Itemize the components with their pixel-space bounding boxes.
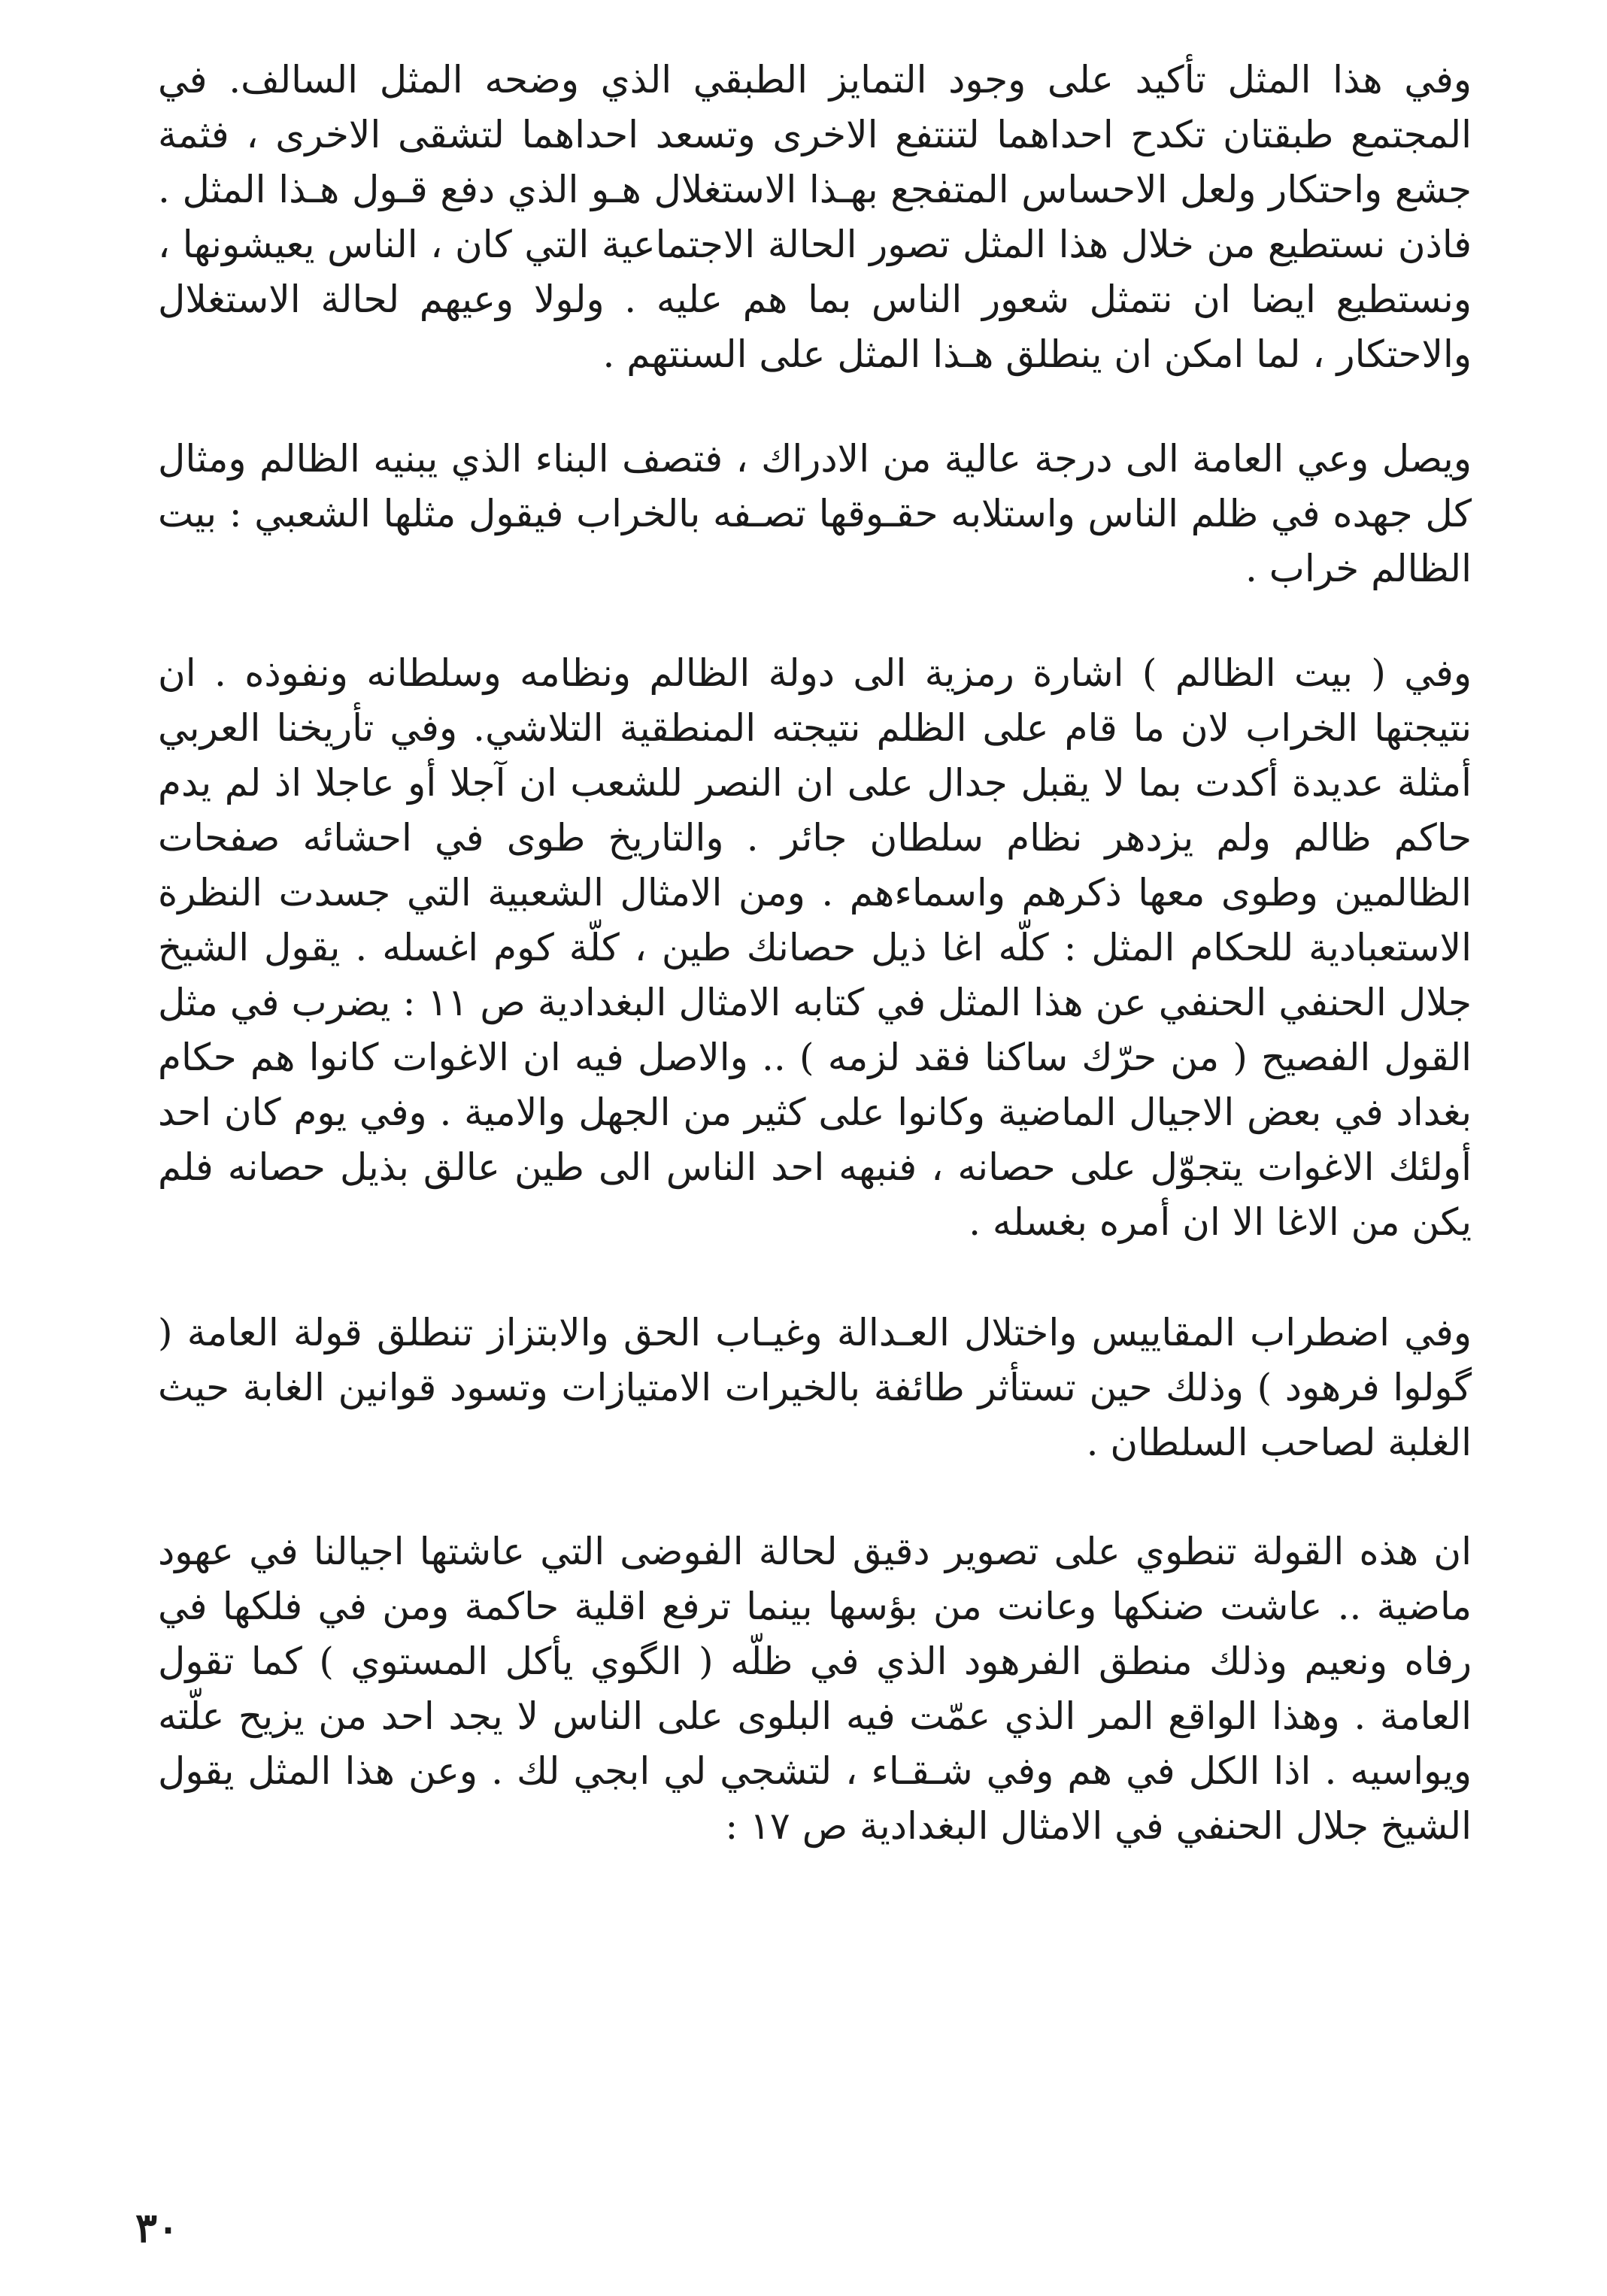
paragraph-2: ويصل وعي العامة الى درجة عالية من الادراك ، فتصف البناء الذي يبنيه الظالم ومثال كل جهده في ظلم الناس واستلابه حقـوقها تصـفه بالخراب فيقول مثلها الشعبي : بيت الظالم خراب . — [158, 437, 1472, 590]
page-number: ٣٠ — [135, 2203, 180, 2252]
paragraph-5: ان هذه القولة تنطوي على تصوير دقيق لحالة الفوضى التي عاشتها اجيالنا في عهود ماضية .. عاشت ضنكها وعانت من بؤسها بينما ترفع اقلية حاكمة ومن في فلكها في رفاه ونعيم وذلك منطق الفرهود الذي في ظلّه ( الگوي يأكل المستوي ) كما تقول العامة . وهذا الواقع المر الذي عمّت فيه البلوى على الناس لا يجد احد من يزيح علّته ويواسيه . اذا الكل في هم وفي شـقـاء ، لتشجي لي ابجي لك . وعن هذا المثل يقول الشيخ جلال الحنفي في الامثال البغدادية ص ١٧ : — [158, 1530, 1472, 1848]
paragraph-4: وفي اضطراب المقاييس واختلال العـدالة وغيـاب الحق والابتزاز تنطلق قولة العامة ( گولوا فرهود ) وذلك حين تستأثر طائفة بالخيرات الامتيازات وتسود قوانين الغابة حيث الغلبة لصاحب السلطان . — [158, 1311, 1472, 1464]
paragraph-1: وفي هذا المثل تأكيد على وجود التمايز الطبقي الذي وضحه المثل السالف. في المجتمع طبقتان تكدح احداهما لتنتفع الاخرى وتسعد احداهما لتشقى الاخرى ، فثمة جشع واحتكار ولعل الاحساس المتفجع بهـذا الاستغلال هـو الذي دفع قـول هـذا المثل . فاذن نستطيع من خلال هذا المثل تصور الحالة الاجتماعية التي كان ، الناس يعيشونها ، ونستطيع ايضا ان نتمثل شعور الناس بما هم عليه . ولولا وعيهم لحالة الاستغلال والاحتكار ، لما امكن ان ينطلق هـذا المثل على السنتهم . — [158, 58, 1472, 376]
paragraph-3: وفي ( بيت الظالم ) اشارة رمزية الى دولة الظالم ونظامه وسلطانه ونفوذه . ان نتيجتها الخراب لان ما قام على الظلم نتيجته المنطقية التلاشي. وفي تأريخنا العربي أمثلة عديدة أكدت بما لا يقبل جدال على ان النصر للشعب ان آجلا أو عاجلا اذ لم يدم حاكم ظالم ولم يزدهر نظام سلطان جائر . والتاريخ طوى في احشائه صفحات الظالمين وطوى معها ذكرهم واسماءهم . ومن الامثال الشعبية التي جسدت النظرة الاستعبادية للحكام المثل : كلّه اغا ذيل حصانك طين ، كلّة كوم اغسله . يقول الشيخ جلال الحنفي الحنفي عن هذا المثل في كتابه الامثال البغدادية ص ١١ : يضرب في مثل القول الفصيح ( من حرّك ساكنا فقد لزمه ) .. والاصل فيه ان الاغوات كانوا هم حكام بغداد في بعض الاجيال الماضية وكانوا على كثير من الجهل والامية . وفي يوم كان احد أولئك الاغوات يتجوّل على حصانه ، فنبهه احد الناس الى طين عالق بذيل حصانه فلم يكن من الاغا الا ان أمره بغسله . — [158, 651, 1472, 1244]
